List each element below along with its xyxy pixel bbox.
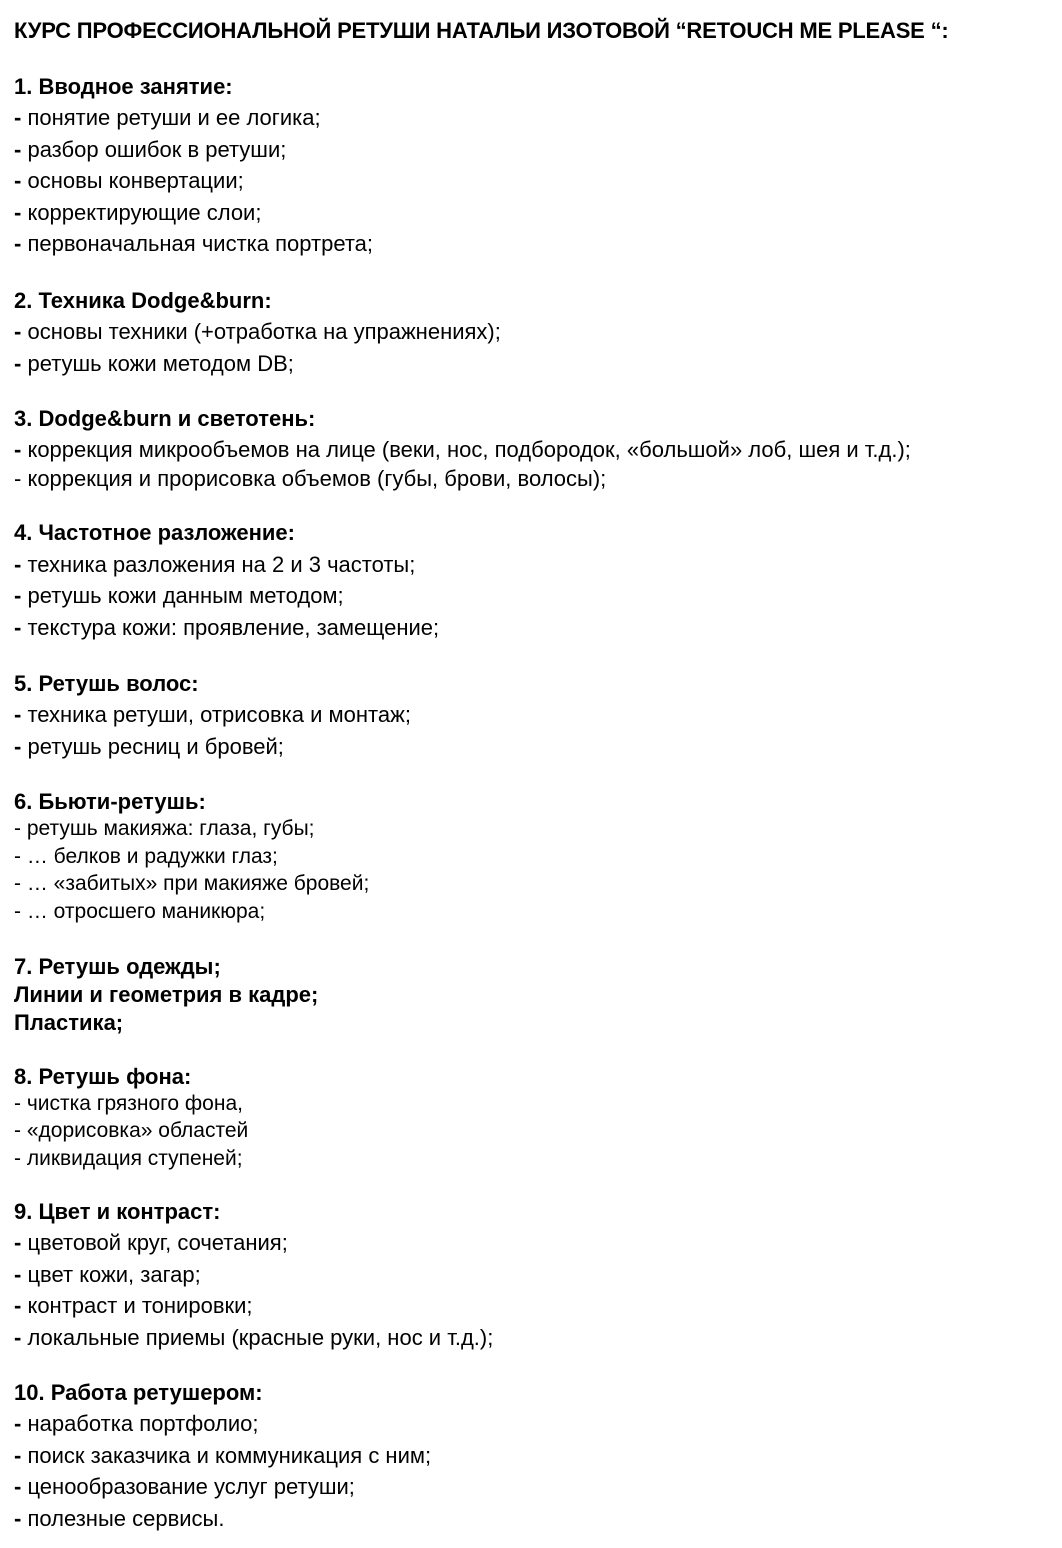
- list-item: - коррекция микрообъемов на лице (веки, нос, подбородок, «большой» лоб, шея и т.д.);: [14, 437, 911, 462]
- section-heading-4: 4. Частотное разложение:: [14, 520, 295, 545]
- bullet-dash: -: [14, 351, 22, 376]
- bullet-dash: -: [14, 552, 22, 577]
- list-item: - контраст и тонировки;: [14, 1293, 253, 1318]
- list-item: - ценообразование услуг ретуши;: [14, 1474, 355, 1499]
- list-item: - ретушь кожи данным методом;: [14, 583, 344, 608]
- section-heading-9: 9. Цвет и контраст:: [14, 1199, 221, 1224]
- list-item: - наработка портфолио;: [14, 1411, 259, 1436]
- section-heading-3: 3. Dodge&burn и светотень:: [14, 406, 316, 431]
- bullet-dash: -: [14, 845, 21, 868]
- list-item: - техника разложения на 2 и 3 частоты;: [14, 552, 416, 577]
- list-item: - разбор ошибок в ретуши;: [14, 137, 287, 162]
- list-item: - первоначальная чистка портрета;: [14, 231, 373, 256]
- bullet-dash: -: [14, 105, 22, 130]
- bullet-dash: -: [14, 817, 21, 840]
- bullet-dash: -: [14, 319, 22, 344]
- bullet-dash: -: [14, 1119, 21, 1142]
- list-item: - ретушь кожи методом DB;: [14, 351, 294, 376]
- list-item: - «дорисовка» областей: [14, 1119, 249, 1142]
- bullet-dash: -: [14, 466, 22, 491]
- bullet-dash: -: [14, 1325, 22, 1350]
- list-item: - корректирующие слои;: [14, 200, 262, 225]
- list-item: - основы техники (+отработка на упражнениях);: [14, 319, 501, 344]
- bullet-dash: -: [14, 200, 22, 225]
- bullet-dash: -: [14, 1443, 22, 1468]
- list-item: - полезные сервисы.: [14, 1506, 225, 1531]
- bullet-dash: -: [14, 437, 22, 462]
- list-item: - … белков и радужки глаз;: [14, 845, 278, 868]
- list-item: - основы конвертации;: [14, 168, 244, 193]
- bullet-dash: -: [14, 1506, 22, 1531]
- list-item: - цвет кожи, загар;: [14, 1262, 201, 1287]
- list-item: - ретушь ресниц и бровей;: [14, 734, 284, 759]
- bullet-dash: -: [14, 615, 22, 640]
- section-heading-2: 2. Техника Dodge&burn:: [14, 288, 272, 313]
- bullet-dash: -: [14, 231, 22, 256]
- list-item: - локальные приемы (красные руки, нос и т.д.);: [14, 1325, 494, 1350]
- bullet-dash: -: [14, 1411, 22, 1436]
- section-heading-5: 5. Ретушь волос:: [14, 671, 199, 696]
- list-item: - техника ретуши, отрисовка и монтаж;: [14, 702, 411, 727]
- list-item: - поиск заказчика и коммуникация с ним;: [14, 1443, 432, 1468]
- bullet-dash: -: [14, 583, 22, 608]
- bullet-dash: -: [14, 168, 22, 193]
- list-item: - … отросшего маникюра;: [14, 900, 266, 923]
- bullet-dash: -: [14, 1092, 21, 1115]
- section-heading-6: 6. Бьюти-ретушь:: [14, 789, 206, 814]
- bullet-dash: -: [14, 1230, 22, 1255]
- list-item: - цветовой круг, сочетания;: [14, 1230, 288, 1255]
- section-heading-7-line-2: Линии и геометрия в кадре;: [14, 982, 319, 1007]
- section-heading-1: 1. Вводное занятие:: [14, 74, 233, 99]
- list-item: - ликвидация ступеней;: [14, 1147, 243, 1170]
- section-heading-7: 7. Ретушь одежды;: [14, 954, 221, 979]
- bullet-dash: -: [14, 872, 21, 895]
- list-item: - чистка грязного фона,: [14, 1092, 243, 1115]
- bullet-dash: -: [14, 137, 22, 162]
- bullet-dash: -: [14, 1293, 22, 1318]
- bullet-dash: -: [14, 1474, 22, 1499]
- list-item: - понятие ретуши и ее логика;: [14, 105, 321, 130]
- list-item: - … «забитых» при макияже бровей;: [14, 872, 370, 895]
- document-title: КУРС ПРОФЕССИОНАЛЬНОЙ РЕТУШИ НАТАЛЬИ ИЗОТОВОЙ “RETOUCH ME PLEASE “:: [14, 18, 949, 43]
- bullet-dash: -: [14, 734, 22, 759]
- list-item: - ретушь макияжа: глаза, губы;: [14, 817, 315, 840]
- list-item: - коррекция и прорисовка объемов (губы, брови, волосы);: [14, 466, 607, 491]
- section-heading-10: 10. Работа ретушером:: [14, 1380, 263, 1405]
- section-heading-7-line-3: Пластика;: [14, 1010, 124, 1035]
- bullet-dash: -: [14, 702, 22, 727]
- bullet-dash: -: [14, 1262, 22, 1287]
- section-heading-8: 8. Ретушь фона:: [14, 1064, 192, 1089]
- bullet-dash: -: [14, 1147, 21, 1170]
- bullet-dash: -: [14, 900, 21, 923]
- list-item: - текстура кожи: проявление, замещение;: [14, 615, 440, 640]
